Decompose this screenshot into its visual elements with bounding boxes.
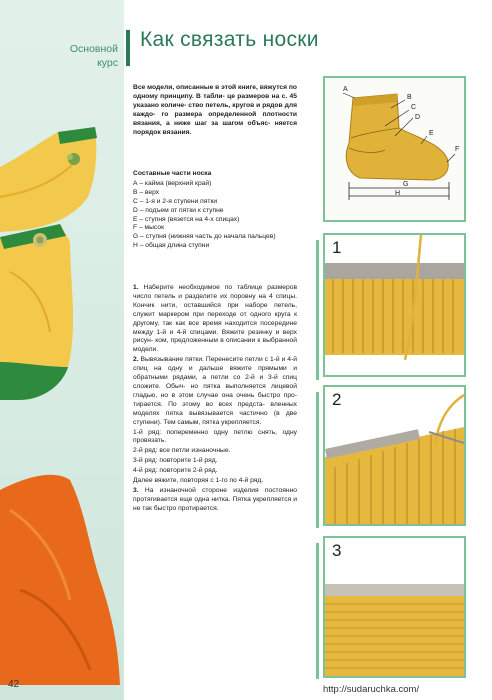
page-number: 42 — [8, 679, 20, 690]
step-1-photo-panel — [323, 233, 466, 377]
step-text: 1-й ряд: попеременно одну петлю снять, одну провязать. — [133, 428, 297, 445]
parts-item: G – ступня (нижняя часть до начала пальцев) — [133, 233, 276, 241]
parts-title: Составные части носка — [133, 170, 212, 177]
page-title: Как связать носки — [140, 28, 319, 51]
knitting-photo-3 — [325, 538, 464, 676]
diagram-label: D — [415, 114, 421, 121]
panel-connector — [316, 543, 319, 679]
step-number: 1. — [133, 284, 139, 291]
step-text: Вывязывание пятки. Перенесите петли с 1-й и 4-й спиц на одну и дальше вяжите прямыми и обратными рядами, а петли со 2-й и 3-й спиц сложите. Обыч- но пятка выполняется лицевой гладью, но в этом случае она очень быстро про- тирается. По этому во всех предста- вленных моделях пятка вывязывается частично (в две ступени). Тем самым, пятка укрепляется. — [133, 356, 297, 426]
step-paragraph — [133, 429, 297, 447]
step-number: 3. — [133, 486, 139, 494]
step-paragraph — [133, 467, 297, 476]
watermark-url: http://sudaruchka.com/ — [323, 684, 420, 695]
step-3-photo-panel — [323, 536, 466, 678]
step-number: 2. — [133, 356, 139, 364]
diagram-label: C — [411, 104, 417, 111]
step-paragraph — [133, 447, 297, 456]
step-text: Наберите необходимое по таблице размеров число петель и разделите их поровну на 4 спицы. Кончик нити, оставшийся при наборе петель, служит маркером при переходе от одного круга к другому, так как все время находится посередине между 1-й и 4-й спицами. Вяжите резинку и верх рисун- ком, предложенным в описании к выбранной модели. — [133, 284, 297, 354]
step-number-label: 2 — [332, 390, 342, 409]
step-text: На изнаночной стороне изделия постоянно протягивается еще одна нитка. Пятка укрепляется и не так быстро протирается. — [133, 486, 297, 512]
parts-item: D – подъем от пятки к ступне — [133, 206, 224, 214]
step-paragraph — [133, 284, 297, 355]
diagram-label: F — [455, 146, 460, 153]
diagram-label: B — [407, 94, 412, 101]
panel-connector — [316, 392, 319, 528]
parts-item: В – верх — [133, 188, 160, 196]
step-text: Далее вяжите, повторяя с 1-го по 4-й ряд. — [133, 477, 264, 485]
knitting-photo-1 — [325, 235, 464, 375]
diagram-label: A — [343, 86, 348, 93]
sock-diagram — [325, 78, 464, 220]
parts-item: А – кайма (верхний край) — [133, 179, 212, 187]
step-text: 4-й ряд: повторите 2-й ряд. — [133, 467, 218, 475]
step-paragraph — [133, 487, 297, 514]
section-label-line1: Основной — [69, 43, 118, 55]
step-paragraph — [133, 356, 297, 427]
knitting-photo-2 — [325, 387, 464, 524]
sock-diagram-panel — [323, 76, 466, 222]
panel-connector — [316, 240, 319, 380]
step-text: 3-й ряд: повторите 1-й ряд. — [133, 457, 218, 465]
section-label-line2: курс — [97, 57, 118, 69]
section-label — [28, 42, 118, 70]
sock-parts-list — [133, 170, 297, 251]
step-number-label: 1 — [332, 238, 342, 257]
intro-paragraph: Все модели, описанные в этой книге, вяжутся по одному принципу. В табли- це размеров на с. 45 указано количе- ство петель, кругов и рядов для каждо- го размера определенной плотности вязания, а ниже шаг за шагом объяс- няется порядок вязания. — [133, 84, 297, 136]
step-paragraph — [133, 477, 297, 486]
parts-item: С – 1-я и 2-я ступени пятки — [133, 197, 218, 205]
diagram-label: E — [429, 130, 434, 137]
parts-item: Е – ступня (вязется на 4-х спицах) — [133, 215, 240, 223]
diagram-label: G — [403, 181, 409, 188]
parts-item: F – мысок — [133, 224, 164, 232]
step-paragraph — [133, 457, 297, 466]
step-number-label: 3 — [332, 541, 342, 560]
instruction-steps — [133, 284, 297, 515]
diagram-label: H — [395, 190, 401, 197]
orange-sock-photo — [0, 470, 124, 685]
yellow-socks-photo — [0, 112, 124, 402]
parts-item: Н – общая длина ступни — [133, 242, 210, 250]
title-rule — [126, 30, 130, 66]
step-2-photo-panel — [323, 385, 466, 526]
step-text: 2-й ряд: все петли изнаночные. — [133, 447, 231, 455]
